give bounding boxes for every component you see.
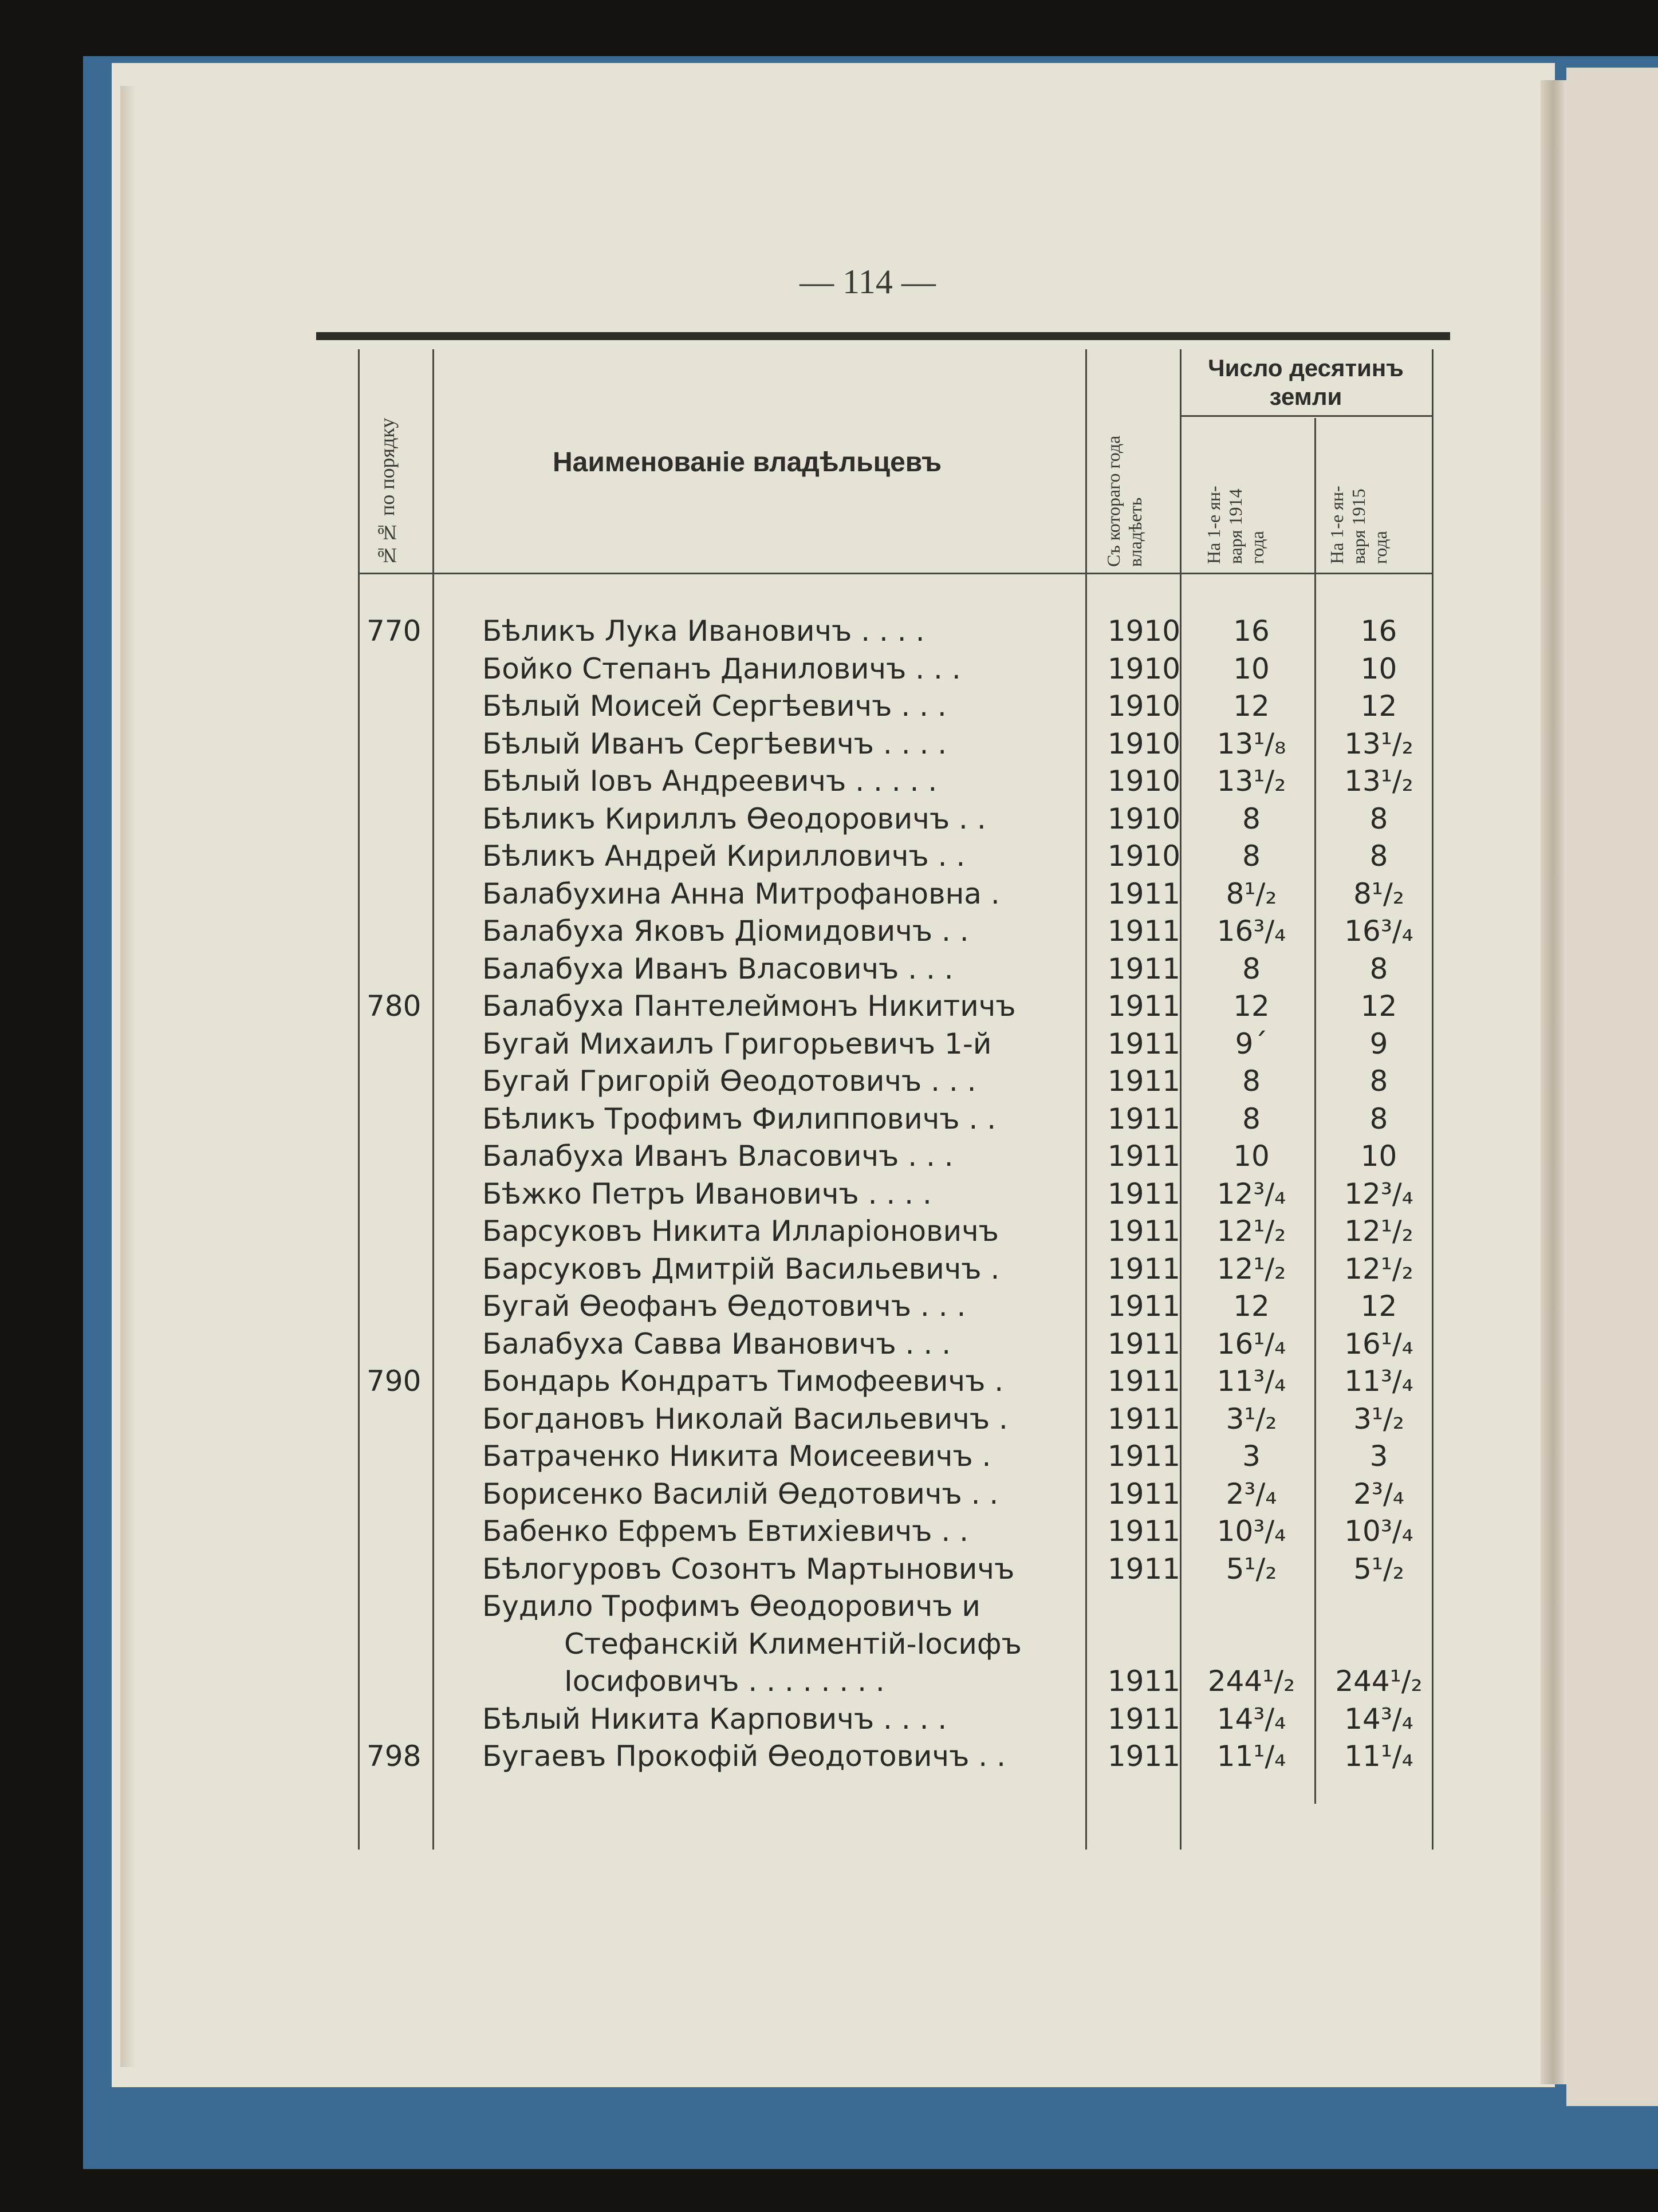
table-row <box>0 913 1658 949</box>
table-row <box>0 688 1658 724</box>
owner-name: Бѣликъ Лука Ивановичъ . . . . <box>482 614 925 648</box>
land-1914: 12¹/₂ <box>1216 1215 1286 1248</box>
owner-name: Бѣлый Іовъ Андреевичъ . . . . . <box>482 764 938 798</box>
table-row <box>0 1513 1658 1549</box>
since-year: 1911 <box>1107 1440 1181 1473</box>
land-1914: 9´ <box>1235 1027 1268 1060</box>
land-1915: 9 <box>1369 1027 1388 1060</box>
land-1914: 8 <box>1242 952 1261 985</box>
owner-name: Балабуха Пантелеймонъ Никитичъ <box>482 989 1016 1023</box>
land-1914: 12¹/₂ <box>1216 1252 1286 1286</box>
owner-name: Бѣликъ Кириллъ Ѳеодоровичъ . . <box>482 802 986 835</box>
owner-name: Бугаевъ Прокофій Ѳеодотовичъ . . <box>482 1740 1006 1773</box>
table-row <box>0 1626 1658 1662</box>
land-1914: 8 <box>1242 1064 1261 1098</box>
header-owner: Наименованіе владѣльцевъ <box>553 447 942 478</box>
since-year: 1911 <box>1107 1477 1181 1511</box>
land-1914: 5¹/₂ <box>1226 1552 1277 1586</box>
land-1915: 8 <box>1369 952 1388 985</box>
land-1914: 12 <box>1233 989 1270 1023</box>
land-1914: 13¹/₂ <box>1216 764 1286 798</box>
since-year: 1910 <box>1107 689 1181 723</box>
owner-name: Стефанскій Климентій-Іосифъ <box>564 1627 1022 1661</box>
table-row <box>0 1363 1658 1399</box>
owner-name: Балабуха Савва Ивановичъ . . . <box>482 1327 951 1361</box>
owner-name: Балабуха Яковъ Діомидовичъ . . <box>482 914 969 948</box>
owner-name: Бугай Григорій Ѳеодотовичъ . . . <box>482 1064 976 1098</box>
table-row <box>0 1401 1658 1437</box>
land-1915: 10 <box>1360 1139 1397 1173</box>
col-divider-owner <box>1085 349 1087 1850</box>
row-number: 790 <box>367 1365 422 1398</box>
land-1915: 10 <box>1360 652 1397 685</box>
land-1914: 3¹/₂ <box>1226 1402 1277 1436</box>
since-year: 1910 <box>1107 764 1181 798</box>
row-number: 770 <box>367 614 422 648</box>
table-row <box>0 1138 1658 1174</box>
owner-name: Богдановъ Николай Васильевичъ . <box>482 1402 1008 1436</box>
since-year: 1911 <box>1107 1365 1181 1398</box>
since-year: 1911 <box>1107 1552 1181 1586</box>
land-1915: 3 <box>1369 1440 1388 1473</box>
table-row <box>0 801 1658 837</box>
table-row <box>0 613 1658 649</box>
table-row <box>0 1476 1658 1512</box>
row-number: 780 <box>367 989 422 1023</box>
land-1915: 3¹/₂ <box>1353 1402 1404 1436</box>
since-year: 1911 <box>1107 1064 1181 1098</box>
col-divider-left <box>358 349 360 1850</box>
table-row <box>0 1288 1658 1324</box>
table-row <box>0 763 1658 799</box>
land-1915: 8 <box>1369 1102 1388 1135</box>
land-1914: 12³/₄ <box>1216 1177 1286 1211</box>
header-1914: На 1-е ян- варя 1914 года <box>1203 486 1267 564</box>
owner-name: Балабухина Анна Митрофановна . <box>482 877 1000 910</box>
land-1915: 8 <box>1369 1064 1388 1098</box>
table-row <box>0 838 1658 874</box>
header-since: Съ котораго года владѣеть <box>1103 435 1145 567</box>
land-1915: 16³/₄ <box>1344 914 1413 948</box>
table-row <box>0 951 1658 987</box>
table-row <box>0 1026 1658 1062</box>
owner-name: Бойко Степанъ Даниловичъ . . . <box>482 652 961 685</box>
owner-name: Бѣликъ Трофимъ Филипповичъ . . <box>482 1102 997 1135</box>
land-1914: 10³/₄ <box>1216 1515 1286 1548</box>
land-1914: 13¹/₈ <box>1216 727 1286 760</box>
header-rule <box>316 332 1450 340</box>
owner-name: Бугай Михаилъ Григорьевичъ 1-й <box>482 1027 992 1060</box>
since-year: 1910 <box>1107 614 1181 648</box>
since-year: 1911 <box>1107 1402 1181 1436</box>
table-row <box>0 876 1658 912</box>
land-1915: 12¹/₂ <box>1344 1252 1413 1286</box>
table-row <box>0 650 1658 687</box>
land-1914: 16¹/₄ <box>1216 1327 1286 1361</box>
owner-name: Бѣлогуровъ Созонтъ Мартыновичъ <box>482 1552 1015 1586</box>
land-1915: 16 <box>1360 614 1397 648</box>
owner-name: Будило Трофимъ Ѳеодоровичъ и <box>482 1590 980 1623</box>
owner-name: Борисенко Василій Ѳедотовичъ . . <box>482 1477 999 1511</box>
owner-name: Балабуха Иванъ Власовичъ . . . <box>482 952 954 985</box>
land-1915: 8 <box>1369 802 1388 835</box>
table-row <box>0 1701 1658 1737</box>
since-year: 1911 <box>1107 914 1181 948</box>
land-1915: 10³/₄ <box>1344 1515 1413 1548</box>
table-row <box>0 1326 1658 1362</box>
land-1914: 8¹/₂ <box>1226 877 1277 910</box>
land-1914: 8 <box>1242 1102 1261 1135</box>
row-number: 798 <box>367 1740 422 1773</box>
table-row <box>0 1101 1658 1137</box>
table-row <box>0 1438 1658 1474</box>
table-row <box>0 1738 1658 1775</box>
since-year: 1911 <box>1107 989 1181 1023</box>
land-1914: 3 <box>1242 1440 1261 1473</box>
since-year: 1911 <box>1107 1102 1181 1135</box>
since-year: 1911 <box>1107 877 1181 910</box>
land-1914: 10 <box>1233 652 1270 685</box>
owner-name: Іосифовичъ . . . . . . . . <box>564 1665 885 1698</box>
land-1915: 12¹/₂ <box>1344 1215 1413 1248</box>
since-year: 1911 <box>1107 1327 1181 1361</box>
land-1914: 8 <box>1242 802 1261 835</box>
header-land-group: Число десятинъ земли <box>1208 354 1404 410</box>
since-year: 1911 <box>1107 1702 1181 1736</box>
land-1915: 12 <box>1360 1290 1397 1323</box>
col-divider-number <box>432 349 434 1850</box>
owner-name: Балабуха Иванъ Власовичъ . . . <box>482 1139 954 1173</box>
owner-name: Батраченко Никита Моисеевичъ . <box>482 1440 991 1473</box>
land-1914: 16 <box>1233 614 1270 648</box>
land-1915: 244¹/₂ <box>1335 1665 1423 1698</box>
land-1915: 12 <box>1360 989 1397 1023</box>
owner-name: Бѣлый Никита Карповичъ . . . . <box>482 1702 947 1736</box>
since-year: 1910 <box>1107 652 1181 685</box>
page-number: — 114 — <box>800 263 936 301</box>
header-bottom-rule <box>358 573 1433 574</box>
owner-name: Бѣлый Иванъ Сергѣевичъ . . . . <box>482 727 947 760</box>
table-row <box>0 1213 1658 1249</box>
owner-name: Барсуковъ Никита Илларіоновичъ <box>482 1215 999 1248</box>
since-year: 1910 <box>1107 802 1181 835</box>
land-1915: 11³/₄ <box>1344 1365 1413 1398</box>
land-1915: 5¹/₂ <box>1353 1552 1404 1586</box>
land-1914: 11¹/₄ <box>1216 1740 1286 1773</box>
land-1914: 12 <box>1233 1290 1270 1323</box>
since-year: 1910 <box>1107 839 1181 873</box>
land-1914: 8 <box>1242 839 1261 873</box>
owner-name: Бѣжко Петръ Ивановичъ . . . . <box>482 1177 932 1211</box>
land-1915: 8 <box>1369 839 1388 873</box>
since-year: 1911 <box>1107 1740 1181 1773</box>
owner-name: Бѣлый Моисей Сергѣевичъ . . . <box>482 689 947 723</box>
since-year: 1911 <box>1107 1515 1181 1548</box>
land-1914: 2³/₄ <box>1226 1477 1277 1511</box>
since-year: 1911 <box>1107 1139 1181 1173</box>
land-1915: 13¹/₂ <box>1344 727 1413 760</box>
owner-name: Бугай Ѳеофанъ Ѳедотовичъ . . . <box>482 1290 966 1323</box>
land-1915: 16¹/₄ <box>1344 1327 1413 1361</box>
land-1914: 14³/₄ <box>1216 1702 1286 1736</box>
table-row <box>0 1176 1658 1212</box>
since-year: 1911 <box>1107 1177 1181 1211</box>
since-year: 1911 <box>1107 1290 1181 1323</box>
since-year: 1911 <box>1107 952 1181 985</box>
table-row <box>0 988 1658 1024</box>
table-row <box>0 1063 1658 1099</box>
land-1914: 244¹/₂ <box>1207 1665 1295 1698</box>
since-year: 1910 <box>1107 727 1181 760</box>
since-year: 1911 <box>1107 1215 1181 1248</box>
land-1915: 12 <box>1360 689 1397 723</box>
col-divider-since <box>1180 349 1182 1850</box>
since-year: 1911 <box>1107 1027 1181 1060</box>
owner-name: Бондарь Кондратъ Тимофеевичъ . <box>482 1365 1004 1398</box>
owner-name: Барсуковъ Дмитрій Васильевичъ . <box>482 1252 1000 1286</box>
land-1915: 14³/₄ <box>1344 1702 1413 1736</box>
table-row <box>0 1588 1658 1625</box>
land-1914: 12 <box>1233 689 1270 723</box>
header-number: №№ по порядку <box>376 417 399 567</box>
land-1914: 16³/₄ <box>1216 914 1286 948</box>
land-1914: 11³/₄ <box>1216 1365 1286 1398</box>
land-1915: 12³/₄ <box>1344 1177 1413 1211</box>
owner-name: Бабенко Ефремъ Евтихіевичъ . . <box>482 1515 969 1548</box>
col-divider-right <box>1432 349 1433 1850</box>
since-year: 1911 <box>1107 1252 1181 1286</box>
land-1915: 13¹/₂ <box>1344 764 1413 798</box>
land-1914: 10 <box>1233 1139 1270 1173</box>
table-row <box>0 725 1658 762</box>
land-1915: 8¹/₂ <box>1353 877 1404 910</box>
since-year: 1911 <box>1107 1665 1181 1698</box>
land-1915: 2³/₄ <box>1353 1477 1404 1511</box>
table-row <box>0 1251 1658 1287</box>
table-row <box>0 1663 1658 1700</box>
land-1915: 11¹/₄ <box>1344 1740 1413 1773</box>
header-1915: На 1-е ян- варя 1915 года <box>1326 486 1391 564</box>
land-group-underline <box>1180 415 1432 417</box>
table-row <box>0 1551 1658 1587</box>
owner-name: Бѣликъ Андрей Кирилловичъ . . <box>482 839 966 873</box>
